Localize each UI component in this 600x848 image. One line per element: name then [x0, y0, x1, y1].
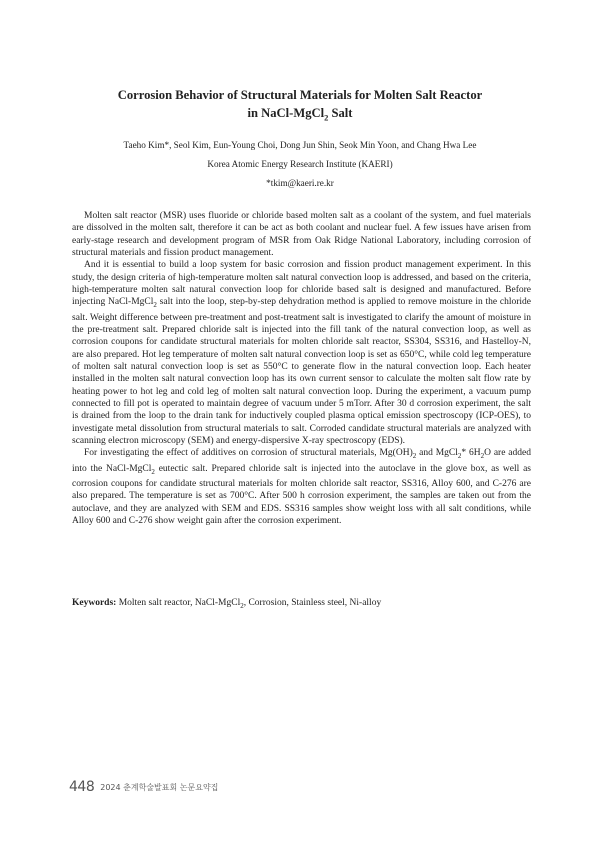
paragraph-3-subscript-3: 2	[480, 452, 485, 461]
paragraph-3-subscript-1: 2	[412, 452, 417, 461]
title-line-2-suffix: Salt	[328, 106, 353, 120]
keywords-label: Keywords:	[72, 598, 117, 608]
keywords-subscript: 2	[240, 601, 244, 610]
keywords-text-a: Molten salt reactor, NaCl-MgCl	[116, 598, 241, 608]
keywords-text-b: , Corrosion, Stainless steel, Ni-alloy	[243, 598, 382, 608]
abstract-paragraph-1: Molten salt reactor (MSR) uses fluoride or chloride based molten salt as a coolant of the system, and fuel materials are dissolved in the molten salt, therefore it can be act as both coolant and nuclear fuel. A few issues have arisen from early-stage research and development program of MSR from Oak Ridge National Laboratory, including corrosion of structural materials and fission product management.	[72, 211, 531, 259]
proceedings-title: 2024 춘계학술발표회 논문요약집	[100, 783, 219, 792]
paragraph-3-subscript-4: 2	[151, 467, 155, 476]
title-line-2-text: in NaCl-MgCl	[247, 106, 325, 120]
paragraph-3-text-b: and MgCl	[416, 448, 458, 459]
page-number: 448	[69, 779, 95, 795]
paragraph-3-subscript-2: 2	[457, 452, 462, 461]
keywords-line	[72, 597, 531, 613]
abstract-paragraph-2	[72, 259, 531, 447]
title-line-1: Corrosion Behavior of Structural Materials for Molten Salt Reactor	[117, 88, 483, 102]
paragraph-2-subscript: 2	[153, 301, 157, 310]
abstract-paragraph-3	[72, 447, 531, 527]
author-list: Taeho Kim*, Seol Kim, Eun-Young Choi, Dong Jun Shin, Seok Min Yoon, and Chang Hwa Lee	[123, 140, 477, 150]
title-subscript: 2	[324, 112, 329, 123]
paragraph-2-text-b: salt into the loop, step-by-step dehydration method is applied to remove moisture in the chloride salt. Weight difference between pre-treatment and post-treatment salt is investigated to clarify the amount of moisture in the pre-treatment salt. Prepared chloride salt is injected into the fill tank of the natural convection loop, as well as corrosion coupons for candidate structural materials for molten chloride salt reactor, SS304, SS316, and Hastelloy-N, are also prepared. Hot leg temperature of molten salt natural convection loop is set as 650°C, while cold leg temperature of molten salt natural convection loop is set as 550°C to generate flow in the natural convection loop. Each heater installed in the molten salt natural convection loop has its own current sensor to calculate the molten salt flow rate by heating power to hot leg and cold leg of molten salt natural convection loop. During the experiment, a vacuum pump connected to fill pot is operated to maintain degree of vacuum under 5 mTorr. After 30 d corrosion experiment, the salt is drained from the loop to the drain tank for inductively coupled plasma optical emission spectroscopy (ICP-OES), to investigate metal dissolution from structural materials to salt. Corroded candidate structural materials are analyzed with scanning electron microscopy (SEM) and energy-dispersive X-ray spectroscopy (EDS).	[72, 297, 532, 447]
paragraph-3-text-e: eutectic salt. Prepared chloride salt is injected into the autoclave in the glove box, as well as corrosion coupons for candidate structural materials for molten chloride salt reactor, SS316, Alloy 600, and C-276 are also prepared. The temperature is set as 700°C. After 500 h corrosion experiment, the samples are taken out from the autoclave, and they are analyzed with SEM and EDS. SS316 samples show weight loss with all salt conditions, while Alloy 600 and C-276 show weight gain after the corrosion experiment.	[72, 463, 531, 526]
abstract-body	[72, 210, 531, 527]
page-footer	[69, 776, 218, 795]
paper-title	[60, 86, 540, 127]
contact-email: *tkim@kaeri.re.kr	[266, 178, 334, 188]
paragraph-3-text-a: For investigating the effect of additives on corrosion of structural materials, Mg(OH)	[84, 448, 413, 459]
paragraph-2-text-a: And it is essential to build a loop system for basic corrosion and fission product management experiment. In this study, the design criteria of high-temperature molten salt natural convection loop is addressed, and based on the criteria, high-temperature molten salt natural convection loop for chloride based salt is designed and manufactured. Before injecting NaCl-MgCl	[72, 260, 531, 308]
affiliation: Korea Atomic Energy Research Institute (KAERI)	[207, 159, 393, 169]
paragraph-3-text-c: * 6H	[461, 448, 481, 459]
title-line-2	[60, 104, 540, 127]
paragraph-3-text-d: O are added into the NaCl-MgCl	[72, 448, 531, 474]
